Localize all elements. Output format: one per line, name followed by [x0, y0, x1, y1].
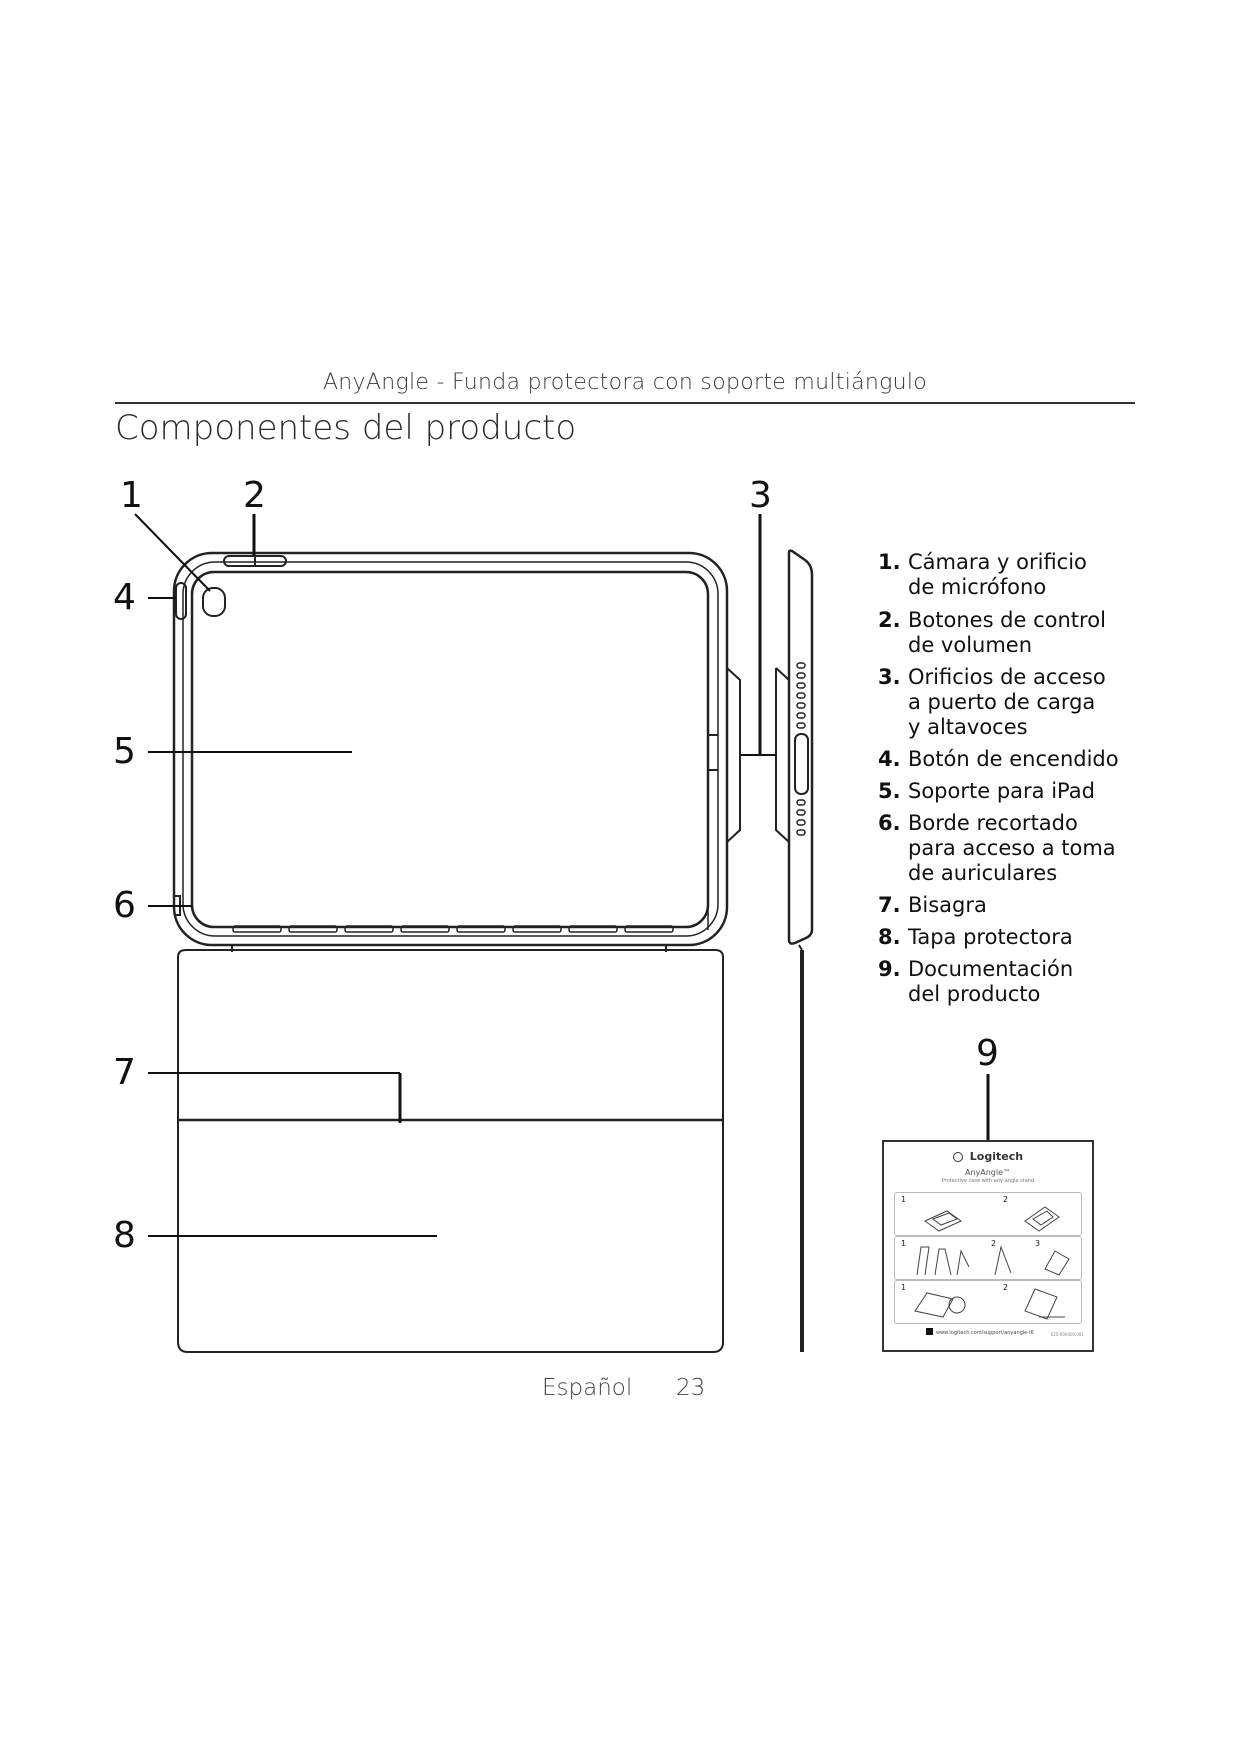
header-title: AnyAngle - Funda protectora con soporte multiángulo: [322, 370, 928, 395]
logitech-logo-icon: [953, 1152, 963, 1162]
list-item: 4. Botón de encendido: [878, 747, 1119, 771]
hinge-slots: [233, 926, 673, 932]
callout-8: 8: [113, 1215, 136, 1256]
callout-lines: [135, 514, 988, 1236]
callout-2: 2: [243, 475, 266, 516]
protective-cover: [178, 950, 723, 1352]
list-item: 1. Cámara y orificio de micrófono: [878, 550, 1087, 599]
doc-illustration: [895, 1237, 1081, 1279]
camera-cutout: [203, 588, 225, 616]
doc-illustration: [895, 1281, 1081, 1323]
headphone-notch: [174, 896, 180, 915]
callout-1: 1: [120, 475, 143, 516]
callout-3: 3: [749, 475, 772, 516]
doc-code: 620-000000.001: [1050, 1332, 1084, 1337]
section-title: Componentes del producto: [115, 408, 577, 448]
doc-subtitle: Protective case with any-angle stand: [941, 1178, 1035, 1184]
qr-code-icon: [926, 1328, 933, 1335]
speaker-holes: [797, 663, 805, 835]
list-item: 2. Botones de control de volumen: [878, 608, 1106, 657]
callout-6: 6: [113, 885, 136, 926]
volume-buttons: [224, 556, 286, 566]
doc-brand: Logitech: [884, 1150, 1092, 1163]
charging-port: [795, 734, 808, 794]
doc-panel: 1 2: [894, 1192, 1082, 1236]
header-divider: [115, 402, 1135, 404]
power-button: [176, 583, 186, 619]
doc-panel: 1 2 3: [894, 1236, 1082, 1280]
doc-panel: 1 2: [894, 1280, 1082, 1324]
documentation-card: [882, 1140, 1094, 1352]
list-item: 6. Borde recortado para acceso a toma de auriculares: [878, 811, 1116, 885]
ipad-holder-outer: [174, 553, 727, 945]
callout-4: 4: [113, 577, 136, 618]
callout-7: 7: [113, 1052, 136, 1093]
doc-url: www.logitech.com/support/anyangle-i6: [936, 1330, 1034, 1336]
ipad-holder-inner: [192, 572, 708, 927]
list-item: 8. Tapa protectora: [878, 925, 1073, 949]
parts-list: [878, 550, 1218, 1014]
list-item: 5. Soporte para iPad: [878, 779, 1095, 803]
doc-illustration: [895, 1193, 1081, 1235]
callout-5: 5: [113, 731, 136, 772]
callout-9: 9: [976, 1033, 999, 1074]
page-number: 23: [676, 1375, 706, 1401]
list-item: 3. Orificios de acceso a puerto de carga y altavoces: [878, 665, 1106, 739]
page-header: [115, 368, 1135, 404]
footer-language: Español: [542, 1375, 633, 1401]
list-item: 7. Bisagra: [878, 893, 987, 917]
list-item: 9. Documentación del producto: [878, 957, 1074, 1006]
doc-product: AnyAngle™: [964, 1168, 1012, 1177]
side-profile: [789, 551, 812, 944]
